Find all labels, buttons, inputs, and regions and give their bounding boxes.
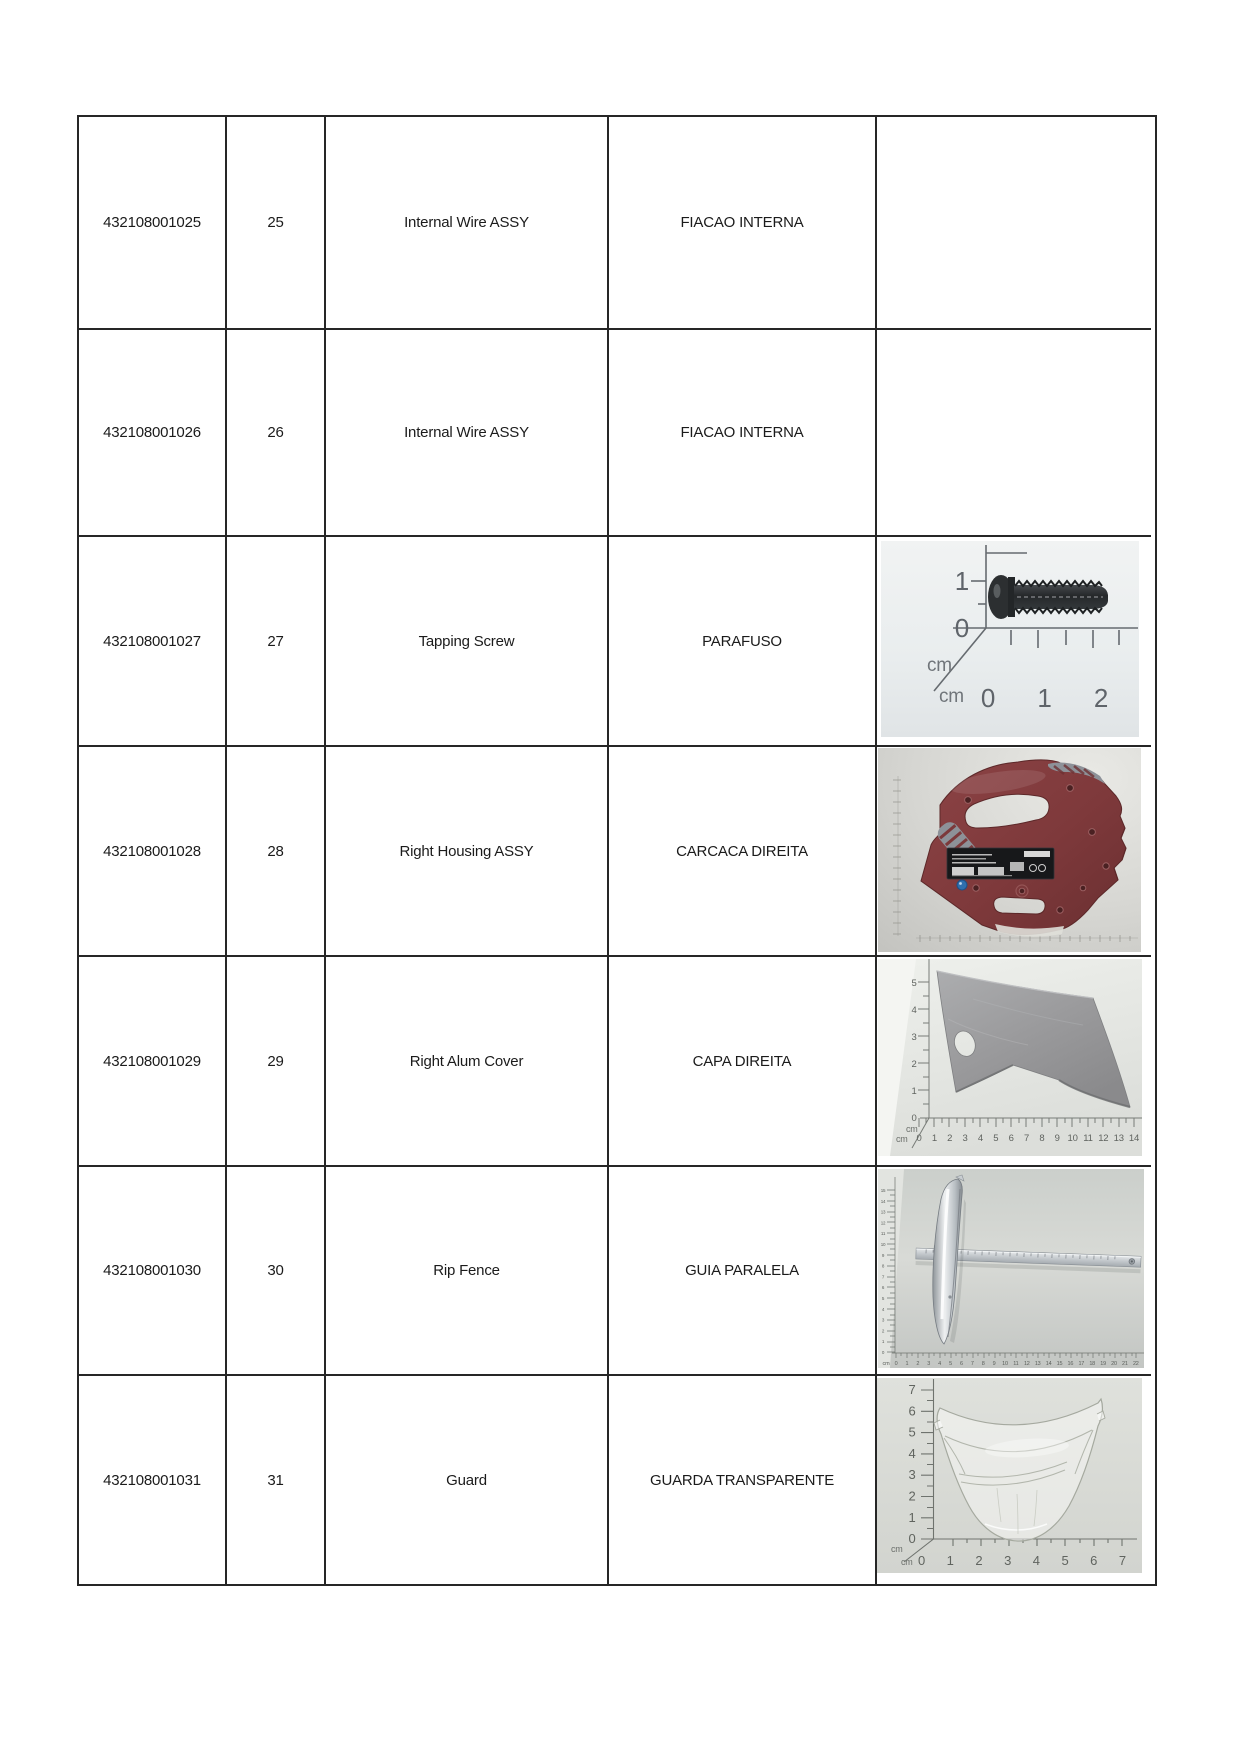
- name-pt-cell: PARAFUSO: [609, 537, 877, 747]
- name-en-cell: Rip Fence: [326, 1167, 609, 1376]
- item-number-cell: 30: [227, 1167, 326, 1376]
- ruler-label: 0: [881, 1350, 885, 1355]
- svg-text:cm: cm: [927, 655, 952, 676]
- rip-fence-photo: [878, 1169, 1144, 1368]
- ruler-label: 7: [881, 1274, 885, 1280]
- ruler-label: 1: [905, 1361, 909, 1367]
- ruler-label: 0: [916, 1133, 922, 1144]
- item-number-cell: 29: [227, 957, 326, 1167]
- ruler-label: 15: [880, 1188, 886, 1193]
- ruler-label: 0: [917, 1553, 926, 1568]
- ruler-label: 6: [959, 1361, 963, 1367]
- ruler-label: 3: [881, 1317, 885, 1323]
- ruler-label: 2: [911, 1059, 917, 1070]
- ruler-label: 19: [1100, 1361, 1106, 1367]
- ruler-label: 1: [908, 1509, 916, 1525]
- ruler-label: 6: [1090, 1553, 1098, 1568]
- ruler-label: 7: [1118, 1553, 1126, 1568]
- table-row: [79, 1376, 1155, 1584]
- name-en-cell: Right Housing ASSY: [326, 747, 609, 957]
- tapping-screw-photo: [881, 541, 1139, 737]
- name-pt-cell: GUIA PARALELA: [609, 1167, 877, 1376]
- ruler-label: 10: [880, 1242, 886, 1247]
- ruler-label: 2: [916, 1361, 920, 1367]
- svg-text:1: 1: [954, 566, 969, 596]
- name-en-cell: Right Alum Cover: [326, 957, 609, 1167]
- ruler-label: 18: [1089, 1361, 1096, 1367]
- ruler-label: 14: [1045, 1361, 1052, 1367]
- item-number-cell: 27: [227, 537, 326, 747]
- ruler-label: 10: [1067, 1133, 1078, 1144]
- ruler-label: 2: [1093, 683, 1109, 713]
- name-en-cell: Tapping Screw: [326, 537, 609, 747]
- photo-cell-empty: [877, 330, 1151, 537]
- ruler-label: 1: [911, 1086, 917, 1097]
- photo-cell: [877, 747, 1151, 957]
- ruler-label: 4: [977, 1133, 983, 1144]
- svg-text:cm: cm: [906, 1124, 918, 1134]
- ruler-label: 20: [1111, 1361, 1117, 1367]
- ruler-label: 12: [1023, 1361, 1030, 1367]
- ruler-label: 8: [981, 1361, 985, 1367]
- ruler-label: 0: [908, 1531, 916, 1547]
- ruler-label: 6: [908, 1403, 916, 1419]
- item-number-cell: 31: [227, 1376, 326, 1584]
- ruler-label: 3: [908, 1467, 916, 1483]
- name-pt-cell: FIACAO INTERNA: [609, 117, 877, 330]
- part-number-cell: 432108001029: [79, 957, 227, 1167]
- ruler-label: 5: [949, 1361, 952, 1367]
- right-alum-cover-photo: [878, 959, 1142, 1156]
- ruler-label: 9: [1054, 1133, 1060, 1144]
- table-row: [79, 1167, 1155, 1376]
- ruler-label: 0: [894, 1361, 898, 1367]
- ruler-label: 10: [1002, 1361, 1008, 1367]
- svg-text:cm: cm: [882, 1361, 890, 1367]
- ruler-label: 21: [1122, 1361, 1128, 1367]
- ruler-label: 4: [1032, 1553, 1040, 1568]
- photo-cell: [877, 957, 1151, 1167]
- ruler-label: 7: [908, 1382, 916, 1397]
- name-en-cell: Internal Wire ASSY: [326, 117, 609, 330]
- name-pt-cell: GUARDA TRANSPARENTE: [609, 1376, 877, 1584]
- table-row: [79, 537, 1155, 747]
- item-number-cell: 25: [227, 117, 326, 330]
- ruler-label: 4: [881, 1306, 885, 1312]
- ruler-label: 16: [1067, 1361, 1074, 1367]
- table-row: [79, 330, 1155, 537]
- ruler-label: 13: [1113, 1133, 1124, 1144]
- ruler-label: 3: [911, 1032, 917, 1043]
- table-row: [79, 117, 1155, 330]
- ruler-label: 8: [881, 1263, 885, 1269]
- ruler-label: 14: [880, 1198, 886, 1204]
- ruler-label: 1: [931, 1133, 937, 1144]
- item-number-cell: 26: [227, 330, 326, 537]
- ruler-label: 2: [947, 1133, 953, 1144]
- ruler-label: 5: [911, 978, 917, 989]
- name-pt-cell: FIACAO INTERNA: [609, 330, 877, 537]
- parts-table: [77, 115, 1157, 1586]
- svg-text:cm: cm: [896, 1134, 908, 1144]
- ruler-label: 22: [1132, 1361, 1139, 1367]
- ruler-label: 9: [992, 1361, 996, 1367]
- ruler-label: 6: [881, 1285, 885, 1291]
- housing-label-plate: [947, 848, 1054, 879]
- part-number-cell: 432108001028: [79, 747, 227, 957]
- ruler-label: 11: [1083, 1133, 1093, 1144]
- photo-cell: [877, 1376, 1151, 1584]
- ruler-label: 2: [975, 1553, 983, 1568]
- ruler-label: 11: [880, 1231, 886, 1237]
- ruler-label: 5: [881, 1296, 885, 1301]
- photo-cell: [877, 1167, 1151, 1376]
- part-number-cell: 432108001031: [79, 1376, 227, 1584]
- ruler-label: 1: [881, 1339, 885, 1345]
- table-row: [79, 747, 1155, 957]
- svg-text:cm: cm: [939, 686, 964, 707]
- ruler-label: 6: [1008, 1133, 1014, 1144]
- svg-text:0: 0: [954, 613, 969, 643]
- ruler-label: 2: [881, 1328, 885, 1334]
- ruler-label: 5: [993, 1133, 999, 1144]
- ruler-label: 4: [938, 1361, 942, 1367]
- ruler-label: 14: [1128, 1133, 1140, 1144]
- ruler-label: 4: [908, 1445, 916, 1461]
- part-number-cell: 432108001025: [79, 117, 227, 330]
- ruler-label: 11: [1013, 1361, 1019, 1367]
- ruler-label: 4: [911, 1005, 917, 1016]
- ruler-label: 5: [908, 1424, 916, 1440]
- ruler-label: 7: [1023, 1133, 1030, 1144]
- part-number-cell: 432108001027: [79, 537, 227, 747]
- ruler-label: 7: [970, 1361, 974, 1367]
- ruler-label: 12: [880, 1220, 886, 1226]
- table-row: [79, 957, 1155, 1167]
- ruler-label: 17: [1078, 1361, 1085, 1367]
- ruler-label: 8: [1039, 1133, 1045, 1144]
- ruler-label: 3: [962, 1133, 968, 1144]
- ruler-label: 13: [1034, 1361, 1041, 1367]
- photo-cell: [877, 537, 1151, 747]
- ruler-label: 0: [980, 683, 996, 713]
- name-pt-cell: CARCACA DIREITA: [609, 747, 877, 957]
- svg-text:cm: cm: [901, 1557, 913, 1567]
- ruler-label: 0: [911, 1113, 917, 1124]
- ruler-label: 13: [880, 1209, 886, 1215]
- part-number-cell: 432108001026: [79, 330, 227, 537]
- ruler-label: 1: [1037, 683, 1052, 713]
- ruler-label: 2: [908, 1488, 916, 1504]
- ruler-label: 15: [1056, 1361, 1063, 1367]
- part-number-cell: 432108001030: [79, 1167, 227, 1376]
- name-en-cell: Guard: [326, 1376, 609, 1584]
- name-pt-cell: CAPA DIREITA: [609, 957, 877, 1167]
- ruler-label: 9: [881, 1252, 885, 1258]
- item-number-cell: 28: [227, 747, 326, 957]
- photo-cell-empty: [877, 117, 1151, 330]
- transparent-guard-photo: [877, 1378, 1142, 1573]
- ruler-label: 1: [946, 1553, 954, 1568]
- name-en-cell: Internal Wire ASSY: [326, 330, 609, 537]
- ruler-label: 3: [1004, 1553, 1012, 1568]
- ruler-label: 3: [927, 1361, 931, 1367]
- svg-text:cm: cm: [891, 1544, 903, 1554]
- ruler-label: 12: [1098, 1133, 1109, 1144]
- ruler-label: 5: [1061, 1553, 1069, 1568]
- right-housing-photo: [878, 748, 1141, 952]
